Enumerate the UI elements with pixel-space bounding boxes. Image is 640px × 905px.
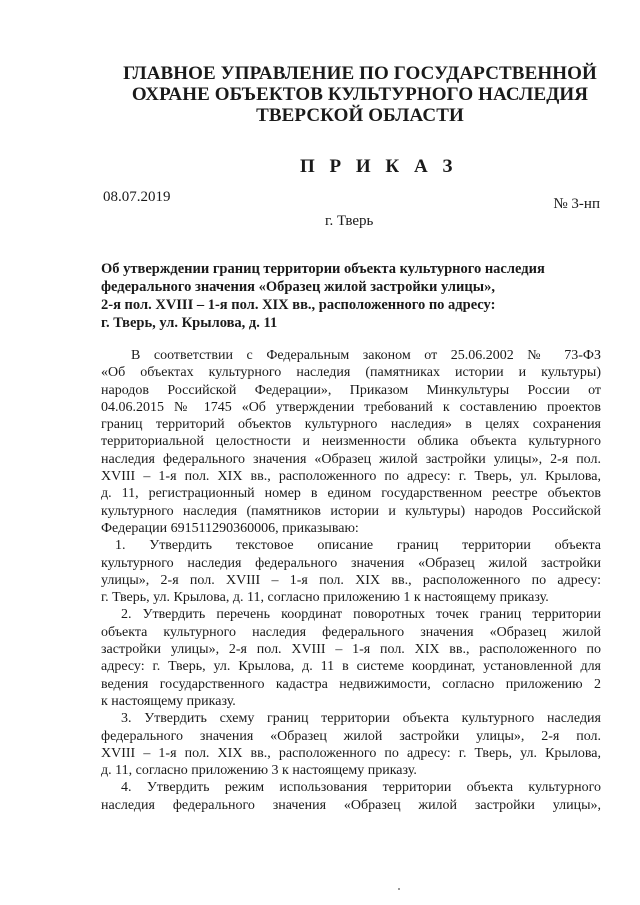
text-line: границ территорий объектов культурного наследия» в целях сохранения <box>101 417 601 433</box>
document-subject <box>101 260 601 332</box>
clause-1 <box>101 537 601 606</box>
text-line: культурного наследия (памятников истории и культуры) народов Российской <box>101 503 601 519</box>
text-line: к настоящему приказу. <box>101 693 236 709</box>
text-line: адресу: г. Тверь, ул. Крылова, д. 11 в системе координат, установленной для <box>101 659 601 675</box>
text-line: федерального значения «Образец жилой застройки улицы», 2-я пол. <box>101 728 601 744</box>
document-number: № 3-нп <box>553 196 600 212</box>
subject-line: 2-я пол. XVIII – 1-я пол. XIX вв., расположенного по адресу: <box>101 297 496 313</box>
document-body <box>101 347 601 814</box>
text-line: улицы», 2-я пол. XVIII – 1-я пол. XIX вв., расположенного по адресу: <box>101 572 601 588</box>
document-date: 08.07.2019 <box>103 189 171 205</box>
text-line: Федерации 691511290360006, приказываю: <box>101 520 359 536</box>
subject-line: Об утверждении границ территории объекта культурного наследия <box>101 261 545 277</box>
text-line: ведения государственного кадастра недвижимости, согласно приложению 2 <box>101 676 601 692</box>
text-line: г. Тверь, ул. Крылова, д. 11, согласно приложению 1 к настоящему приказу. <box>101 590 549 606</box>
header-line-3: ТВЕРСКОЙ ОБЛАСТИ <box>256 105 464 126</box>
intro-paragraph <box>101 347 601 537</box>
document-type: П Р И К А З <box>300 156 458 177</box>
subject-line: федерального значения «Образец жилой застройки улицы», <box>101 279 495 295</box>
text-line: 2. Утвердить перечень координат поворотных точек границ территории <box>121 607 601 623</box>
text-line: XVIII – 1-я пол. XIX вв., расположенного по адресу: г. Тверь, ул. Крылова, <box>101 745 601 761</box>
text-line: 4. Утвердить режим использования территории объекта культурного <box>121 780 601 796</box>
text-line: 3. Утвердить схему границ территории объекта культурного наследия <box>121 711 601 727</box>
page-dot <box>398 888 400 890</box>
text-line: В соответствии с Федеральным законом от 25.06.2002 № 73-ФЗ <box>131 348 601 363</box>
text-line: д. 11, согласно приложению 3 к настоящему приказу. <box>101 763 417 779</box>
clause-3 <box>101 710 601 779</box>
text-line: народов Российской Федерации», Приказом Минкультуры России от <box>101 382 601 398</box>
document-city: г. Тверь <box>325 213 374 229</box>
issuer-header <box>100 63 620 126</box>
text-line: XVIII – 1-я пол. XIX вв., расположенного по адресу: г. Тверь, ул. Крылова, <box>101 469 601 485</box>
text-line: 1. Утвердить текстовое описание границ территории объекта <box>115 538 601 554</box>
text-line: 04.06.2015 № 1745 «Об утверждении требований к составлению проектов <box>101 399 601 415</box>
text-line: «Об объектах культурного наследия (памятниках истории и культуры) <box>101 365 601 381</box>
text-line: наследия федерального значения «Образец жилой застройки улицы», <box>101 797 601 813</box>
text-line: д. 11, регистрационный номер в едином государственном реестре объектов <box>101 486 601 502</box>
subject-line: г. Тверь, ул. Крылова, д. 11 <box>101 315 278 331</box>
text-line: застройки улицы», 2-я пол. XVIII – 1-я пол. XIX вв., расположенного по <box>101 642 601 658</box>
header-line-1: ГЛАВНОЕ УПРАВЛЕНИЕ ПО ГОСУДАРСТВЕННОЙ <box>123 63 597 84</box>
clause-4 <box>101 779 601 814</box>
text-line: наследия федерального значения «Образец жилой застройки улицы», 2-я пол. <box>101 451 601 467</box>
text-line: культурного наследия федерального значения «Образец жилой застройки <box>101 555 601 571</box>
text-line: объекта культурного наследия федерального значения «Образец жилой <box>101 624 601 640</box>
header-line-2: ОХРАНЕ ОБЪЕКТОВ КУЛЬТУРНОГО НАСЛЕДИЯ <box>131 84 589 105</box>
text-line: территориальной целостности и неизменности облика объекта культурного <box>101 434 601 450</box>
clause-2 <box>101 606 601 710</box>
